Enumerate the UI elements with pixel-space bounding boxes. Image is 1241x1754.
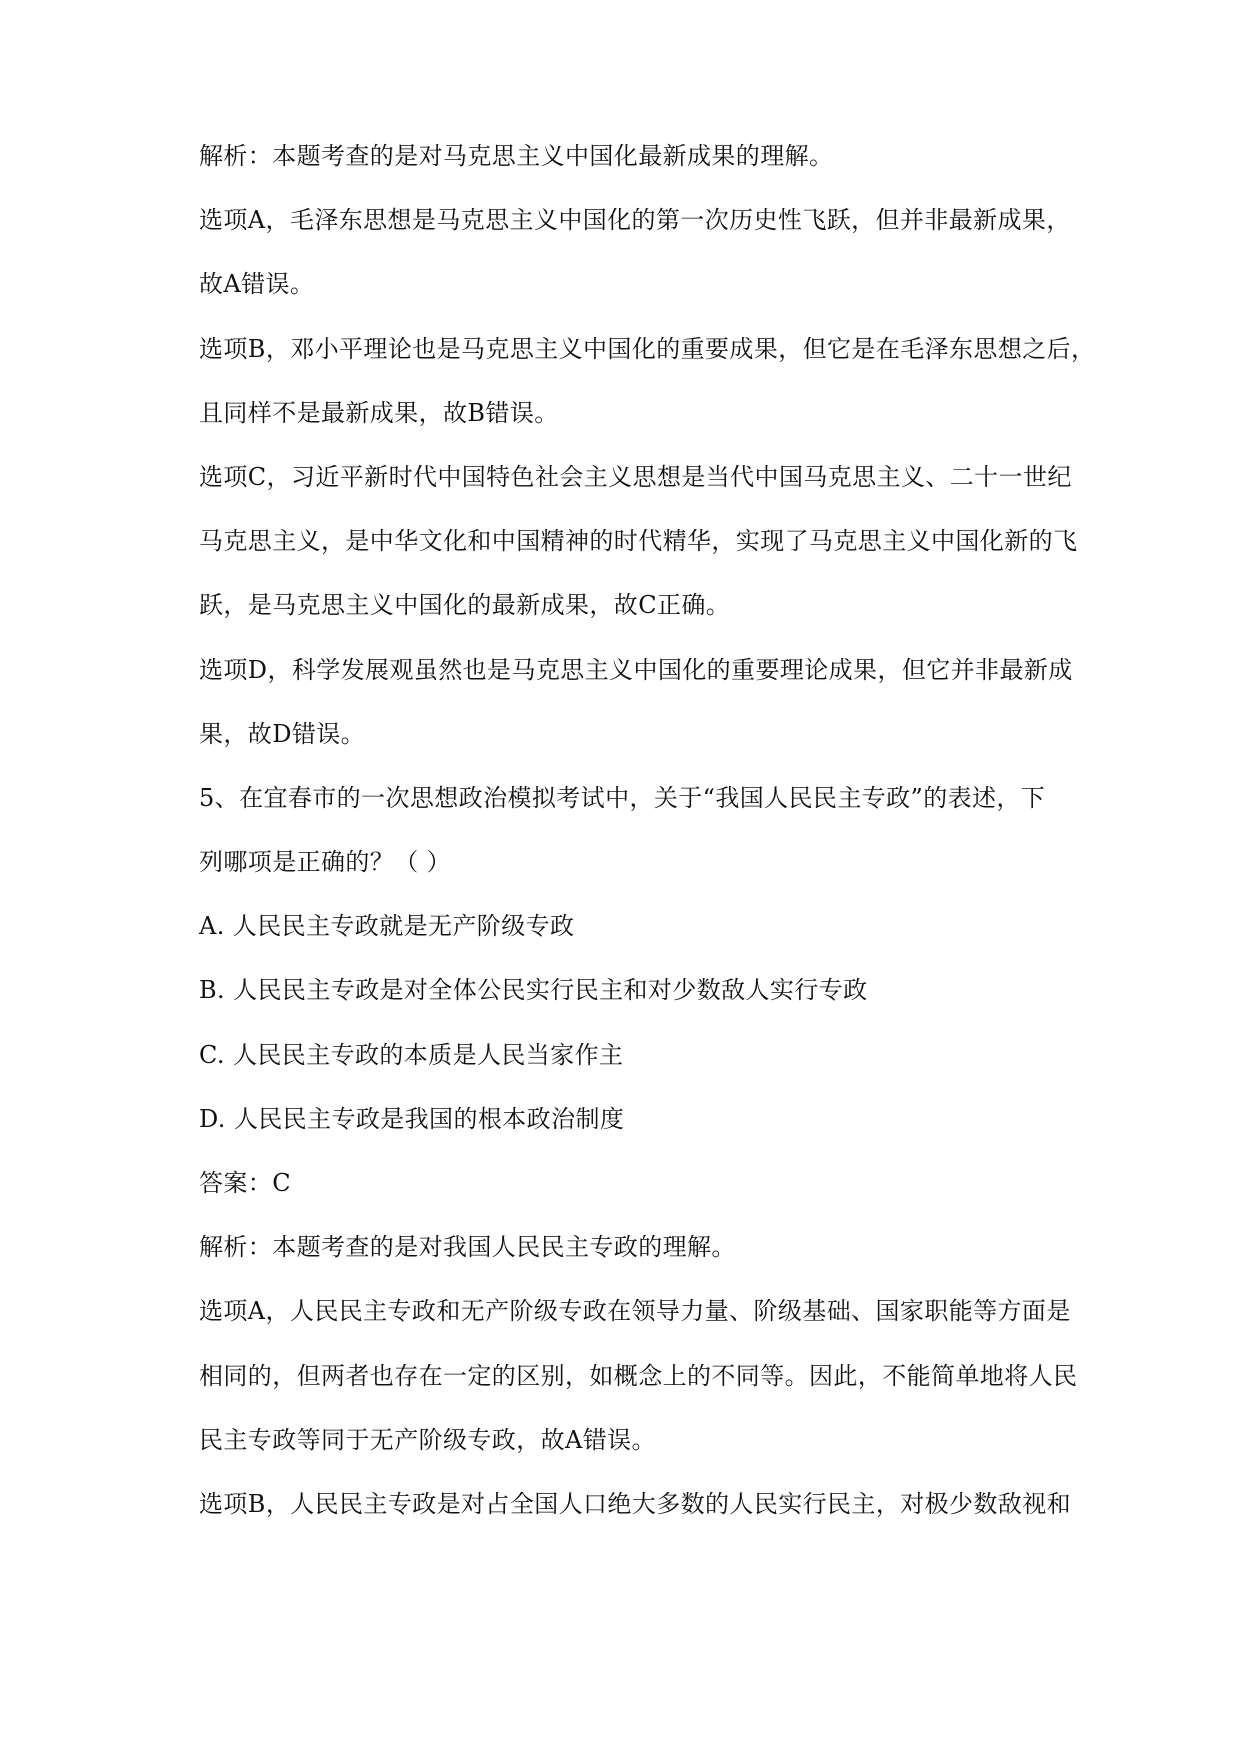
- option-a-analysis-cont-1: 相同的，但两者也存在一定的区别，如概念上的不同等。因此，不能简单地将人民: [199, 1361, 1078, 1390]
- option-c-explanation-cont-2: 跃，是马克思主义中国化的最新成果，故C正确。: [199, 591, 731, 620]
- choice-d: D. 人民民主专政是我国的根本政治制度: [199, 1104, 625, 1133]
- document-body: [199, 140, 1099, 1552]
- option-b-analysis: 选项B，人民民主专政是对占全国人口绝大多数的人民实行民主，对极少数敌视和: [199, 1489, 1072, 1518]
- choice-c: C. 人民民主专政的本质是人民当家作主: [199, 1040, 624, 1069]
- choice-b: B. 人民民主专政是对全体公民实行民主和对少数敌人实行专政: [199, 976, 868, 1005]
- option-a-explanation-cont: 故A错误。: [199, 270, 315, 299]
- option-d-explanation: 选项D，科学发展观虽然也是马克思主义中国化的重要理论成果，但它并非最新成: [199, 655, 1073, 684]
- option-b-explanation-cont: 且同样不是最新成果，故B错误。: [199, 398, 559, 427]
- question-5-cont: 列哪项是正确的？（ ）: [199, 848, 452, 877]
- option-d-explanation-cont: 果，故D错误。: [199, 719, 366, 748]
- choice-a: A. 人民民主专政就是无产阶级专政: [199, 912, 575, 941]
- option-c-explanation-cont-1: 马克思主义，是中华文化和中国精神的时代精华，实现了马克思主义中国化新的飞: [199, 527, 1078, 556]
- option-c-explanation: 选项C，习近平新时代中国特色社会主义思想是当代中国马克思主义、二十一世纪: [199, 462, 1072, 491]
- option-a-explanation: 选项A，毛泽东思想是马克思主义中国化的第一次历史性飞跃，但并非最新成果，: [199, 206, 1071, 235]
- option-b-explanation: 选项B，邓小平理论也是马克思主义中国化的重要成果，但它是在毛泽东思想之后，: [199, 334, 1096, 363]
- answer: 答案：C: [199, 1169, 291, 1197]
- option-a-analysis: 选项A，人民民主专政和无产阶级专政在领导力量、阶级基础、国家职能等方面是: [199, 1297, 1071, 1326]
- option-a-analysis-cont-2: 民主专政等同于无产阶级专政，故A错误。: [199, 1425, 656, 1454]
- question-5: 5、在宜春市的一次思想政治模拟考试中，关于“我国人民民主专政”的表述，下: [199, 783, 1046, 812]
- analysis-paragraph-1: 解析：本题考查的是对马克思主义中国化最新成果的理解。: [199, 142, 834, 170]
- analysis-paragraph-2: 解析：本题考查的是对我国人民民主专政的理解。: [199, 1233, 736, 1262]
